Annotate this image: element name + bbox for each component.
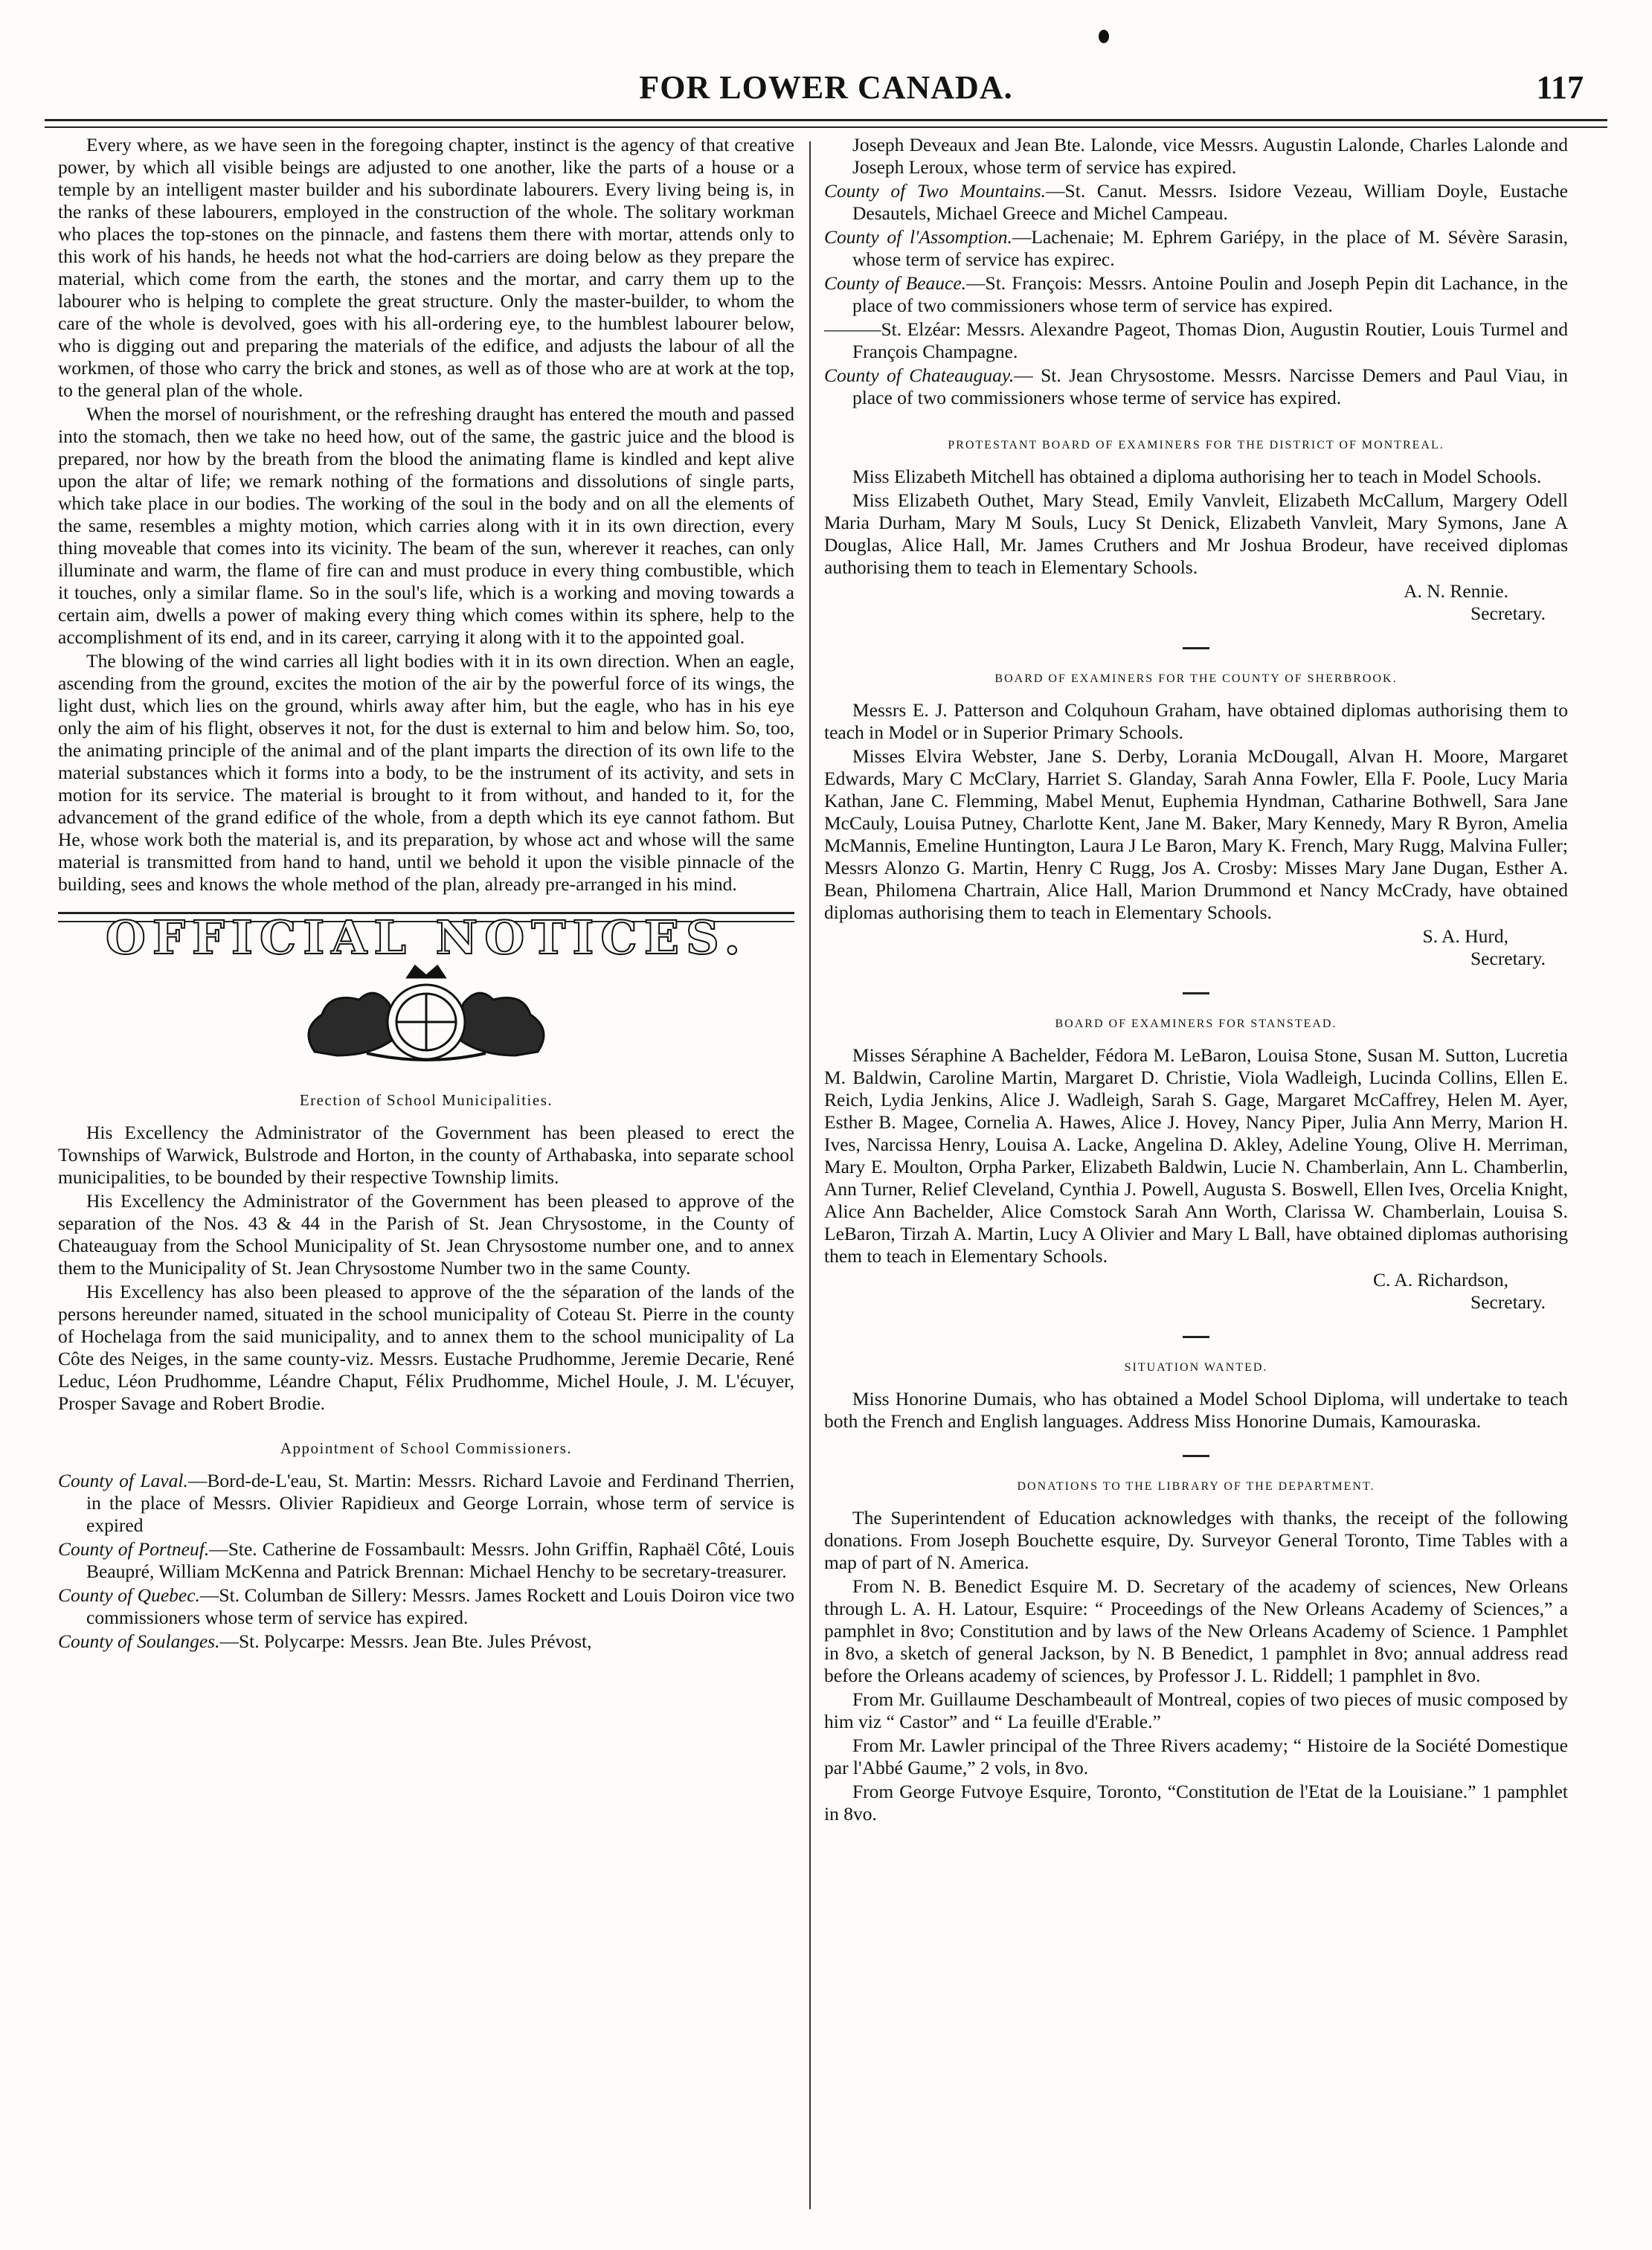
notice-paragraph: Miss Elizabeth Outhet, Mary Stead, Emily Vanvleit, Elizabeth McCallum, Margery Odell Maria Durham, Mary M Souls, Lucy St Denick, Elizabeth Vanvleit, Mary Symons, Jane A Douglas, Alice Hall, Mr. James Cruthers and Mr Joshua Brodeur, have received diplomas authorising them to teach in Elementary Schools. xyxy=(824,489,1568,578)
appointment-entry xyxy=(824,272,1568,317)
signature-title: Secretary. xyxy=(1471,948,1546,969)
county-name: County of l'Assomption. xyxy=(824,226,1012,248)
appointment-entry xyxy=(824,180,1568,225)
appointment-text: —St. Polycarpe: Messrs. Jean Bte. Jules Prévost, xyxy=(219,1630,592,1652)
short-separator xyxy=(824,635,1568,658)
appointment-text: —St. François: Messrs. Antoine Poulin and Joseph Pepin dit Lachance, in the place of two commissioners whose term of service has expired. xyxy=(852,272,1568,316)
essay-paragraph: When the morsel of nourishment, or the refreshing draught has entered the mouth and passed into the stomach, then we take no heed how, out of the same, the gastric juice and the blood is prepared, nor how by the breath from the blood the animating flame is kindled and kept alive upon the altar of life; we remark nothing of the formations and dissolutions of single parts, which take place in our bodies. The working of the soul in the body and on all the elements of the same, resembles a mighty motion, which carries along with it in its own direction, every thing moveable that comes into its vicinity. The beam of the sun, wherever it reaches, can only illuminate and warm, the flame of fire can and must produce in every thing combustible, which it touches, only a similar flame. So in the soul's life, which is a working and moving towards a certain aim, dwells a power of making every thing which comes within its sphere, help to the accomplishment of its end, and in its career, carrying it along with it to the appointed goal. xyxy=(58,403,794,648)
short-separator xyxy=(824,1443,1568,1465)
page-header xyxy=(68,68,1584,107)
situation-wanted-heading: SITUATION WANTED. xyxy=(1124,1361,1268,1374)
appointment-text: —Ste. Catherine de Fossambault: Messrs. John Griffin, Raphaël Côté, Louis Beaupré, William McKenna and Patrick Brennan: Michael Henchy to be secretary-treasurer. xyxy=(86,1538,795,1582)
appointment-entry xyxy=(824,226,1568,271)
essay-paragraph: Every where, as we have seen in the foregoing chapter, instinct is the agency of that creative power, by which all visible beings are adjusted to one another, like the parts of a house or a temple by an intelligent master builder and his subordinate labourers. Every living being is, in the ranks of these labourers, employed in the construction of the whole. The solitary workman who places the top-stones on the pinnacle, and fastens them there with mortar, attends only to this work of his hands, he heeds not what the hod-carriers are doing below as they prepare the material, which come from the earth, the stones and the mortar, and carry them up to the labourer who is helping to complete the great structure. Only the master-builder, to whom the care of the whole is devolved, goes with his all-ordering eye, to the humblest labourer below, who is digging out and preparing the materials of the edifice, and adjusts the labour of all the workmen, of those who carry the brick and stones, as well as of those who are at work at the top, to the general plan of the whole. xyxy=(58,134,794,401)
notice-paragraph: From Mr. Guillaume Deschambeault of Montreal, copies of two pieces of music composed by him viz “ Castor” and “ La feuille d'Erable.” xyxy=(824,1688,1568,1732)
notice-paragraph: His Excellency has also been pleased to approve of the the séparation of the lands of the persons hereunder named, situated in the school municipality of Coteau St. Pierre in the county of Hochelaga from the said municipality, and to annex them to the school municipality of La Côte des Neiges, in the same county-viz. Messrs. Eustache Prudhomme, Jeremie Decarie, René Leduc, Léon Prudhomme, Léandre Chaput, Félix Prudhomme, Michel Houle, J. M. L'écuyer, Prosper Savage and Robert Brodie. xyxy=(58,1281,794,1414)
appointment-entry xyxy=(58,1630,794,1653)
stanstead-board-heading: BOARD OF EXAMINERS FOR STANSTEAD. xyxy=(1055,1018,1337,1030)
notice-paragraph: The Superintendent of Education acknowledges with thanks, the receipt of the following donations. From Joseph Bouchette esquire, Dy. Surveyor General Toronto, Time Tables with a map of part of N. America. xyxy=(824,1507,1568,1573)
column-divider xyxy=(809,141,811,2209)
ink-spot xyxy=(1099,30,1109,43)
county-name: County of Portneuf. xyxy=(58,1538,210,1560)
appointment-entry xyxy=(824,364,1568,409)
county-name: County of Laval. xyxy=(58,1470,188,1491)
appointment-entry xyxy=(58,1584,794,1629)
appointment-text: —St. Canut. Messrs. Isidore Vezeau, William Doyle, Eustache Desautels, Michael Greece and Michel Campeau. xyxy=(852,180,1568,224)
county-name: County of Soulanges. xyxy=(58,1630,220,1652)
appointment-text: — St. Jean Chrysostome. Messrs. Narcisse Demers and Paul Viau, in place of two commissioners whose terme of service has expired. xyxy=(852,364,1569,408)
royal-crest-icon xyxy=(285,962,568,1067)
appointment-entry xyxy=(58,1470,794,1537)
donations-heading: DONATIONS TO THE LIBRARY OF THE DEPARTMENT. xyxy=(1017,1480,1375,1493)
appointment-text: —Bord-de-L'eau, St. Martin: Messrs. Richard Lavoie and Ferdinand Therrien, in the place of Messrs. Olivier Rapidieux and George Lorrain, whose term of service is expired xyxy=(86,1470,794,1536)
header-double-rule xyxy=(45,119,1607,128)
right-column xyxy=(824,134,1568,1827)
appointment-entry: ———St. Elzéar: Messrs. Alexandre Pageot, Thomas Dion, Augustin Routier, Louis Turmel and François Champagne. xyxy=(824,318,1568,362)
notice-paragraph: From N. B. Benedict Esquire M. D. Secretary of the academy of sciences, New Orleans through L. A. H. Latour, Esquire: “ Proceedings of the New Orleans Academy of Sciences,” a pamphlet in 8vo; Constitution and by laws of the New Orleans Academy of Science. 1 Pamphlet in 8vo, a sketch of general Jackson, by N. B Benedict, 1 pamphlet in 8vo; annual address read before the Orleans academy of sciences, by Professor J. L. Riddell; 1 pamphlet in 8vo. xyxy=(824,1575,1568,1686)
signature-name: C. A. Richardson, xyxy=(1372,1269,1508,1290)
appointment-text: —Lachenaie; M. Ephrem Gariépy, in the place of M. Sévère Sarasin, whose term of service has expirec. xyxy=(852,226,1568,270)
notice-paragraph: Miss Honorine Dumais, who has obtained a Model School Diploma, will undertake to teach both the French and English languages. Address Miss Honorine Dumais, Kamouraska. xyxy=(824,1388,1568,1432)
county-name: County of Beauce. xyxy=(824,272,967,294)
notice-paragraph: His Excellency the Administrator of the Government has been pleased to approve of the separation of the Nos. 43 & 44 in the Parish of St. Jean Chrysostome, in the County of Chateauguay from the School Municipality of St. Jean Chrysostome number one, and to annex them to the Municipality of St. Jean Chrysostome Number two in the same County. xyxy=(58,1190,794,1279)
notice-paragraph: From Mr. Lawler principal of the Three Rivers academy; “ Histoire de la Société Domestique par l'Abbé Gaume,” 2 vols, in 8vo. xyxy=(824,1735,1568,1778)
notice-paragraph: Misses Elvira Webster, Jane S. Derby, Lorania McDougall, Alvan H. Moore, Margaret Edwards, Mary C McClary, Harriet S. Glanday, Sarah Anna Fowler, Ella F. Poole, Lucy Maria Kathan, Jane C. Flemming, Mabel Menut, Euphemia Hyndman, Catharine Bothwell, Sara Jane McCauly, Louisa Putney, Charlotte Kent, Jane M. Baker, Mary Kennedy, Mary R Byron, Amelia McMannis, Emeline Huntington, Laura J Le Baron, Mary K. French, Mary Rugg, Malvina Fuller; Messrs Alonzo G. Martin, Henry C Rugg, Jos A. Crosby: Misses Mary Jane Dugan, Esther A. Bean, Philomena Chartrain, Alice Hall, Marion Drummond et Nancy McCrady, have obtained diplomas authorising them to teach in Elementary Schools. xyxy=(824,745,1568,923)
signature-name: A. N. Rennie. xyxy=(1404,580,1508,602)
county-name: County of Chateauguay. xyxy=(824,364,1015,386)
montreal-board-heading: PROTESTANT BOARD OF EXAMINERS FOR THE DISTRICT OF MONTREAL. xyxy=(948,439,1444,451)
county-name: County of Quebec. xyxy=(58,1584,200,1606)
essay-paragraph: The blowing of the wind carries all light bodies with it in its own direction. When an eagle, ascending from the ground, excites the motion of the air by the powerful force of its wings, the light dust, which lies on the ground, whirls away after him, but the eagle, who has in his eye only the aim of his flight, observes it not, for the dust is external to him and below him. So, too, the animating principle of the animal and of the plant imparts the direction of its own life to the material substances which it forms into a body, to be the instrument of its activity, and sets in motion for its service. The material is brought to it from without, and handed to it, for the advancement of the grand edifice of the whole, from a depth which its eye cannot fathom. But He, whose work both the material is, and its preparation, by whose act and whose will the same material is transmitted from hand to hand, until we behold it upon the visible pinnacle of the building, sees and knows the whole method of the plan, already pre-arranged in his mind. xyxy=(58,650,794,895)
appointment-heading: Appointment of School Commissioners. xyxy=(280,1439,573,1457)
sherbrook-board-heading: BOARD OF EXAMINERS FOR THE COUNTY OF SHERBROOK. xyxy=(994,672,1398,685)
short-separator xyxy=(824,980,1568,1003)
county-name: County of Two Mountains. xyxy=(824,180,1047,202)
page-number: 117 xyxy=(1536,69,1584,106)
appointment-continued: Joseph Deveaux and Jean Bte. Lalonde, vice Messrs. Augustin Lalonde, Charles Lalonde and Joseph Leroux, whose term of service has expired. xyxy=(852,134,1568,178)
running-title: FOR LOWER CANADA. xyxy=(639,69,1013,106)
appointment-text: —St. Columban de Sillery: Messrs. James Rockett and Louis Doiron vice two commissioners whose term of service has expired. xyxy=(86,1584,794,1628)
short-separator xyxy=(824,1324,1568,1346)
official-notices-title: OFFICIAL NOTICES. xyxy=(105,910,748,965)
signature-title: Secretary. xyxy=(1471,602,1546,624)
notice-paragraph: From George Futvoye Esquire, Toronto, “Constitution de l'Etat de la Louisiane.” 1 pamphlet in 8vo. xyxy=(824,1781,1568,1825)
appointment-entry xyxy=(58,1538,794,1583)
notice-paragraph: Miss Elizabeth Mitchell has obtained a diploma authorising her to teach in Model Schools. xyxy=(852,466,1542,487)
erection-heading: Erection of School Municipalities. xyxy=(299,1091,553,1109)
signature-title: Secretary. xyxy=(1471,1291,1546,1313)
notice-paragraph: Misses Séraphine A Bachelder, Fédora M. LeBaron, Louisa Stone, Susan M. Sutton, Lucretia M. Baldwin, Caroline Martin, Margaret D. Christie, Viola Wadleigh, Lucinda Collins, Ellen E. Reich, Lydia Jenkins, Alice J. Wadleigh, Sarah S. Gage, Margaret McCaffrey, Helen M. Ayer, Esther B. Magee, Cornelia A. Hawes, Alice J. Hovey, Nancy Piper, Julia Ann Merry, Marion H. Ives, Narcissa Henry, Louisa A. Lacke, Angelina D. Akley, Adeline Young, Olive H. Merriman, Mary E. Moulton, Orpha Parker, Elizabeth Baldwin, Lucie N. Chamberlain, Ann L. Chamberlin, Ann Turner, Relief Cleveland, Cynthia J. Powell, Augusta S. Boswell, Ellen Ives, Orcelia Knight, Alice Ann Bachelder, Alice Comstock Sarah Ann Worth, Clarissa W. Chamberlain, Louisa S. LeBaron, Tirzah A. Martin, Lucy A Olivier and Mary L Ball, have obtained diplomas authorising them to teach in Elementary Schools. xyxy=(824,1044,1568,1267)
notice-paragraph: Messrs E. J. Patterson and Colquhoun Graham, have obtained diplomas authorising them to teach in Model or in Superior Primary Schools. xyxy=(824,699,1568,743)
signature-name: S. A. Hurd, xyxy=(1422,925,1508,947)
left-column xyxy=(58,134,794,1654)
notice-paragraph: His Excellency the Administrator of the Government has been pleased to erect the Townships of Warwick, Bulstrode and Horton, in the county of Arthabaska, into separate school municipalities, to be bounded by their respective Township limits. xyxy=(58,1122,794,1188)
